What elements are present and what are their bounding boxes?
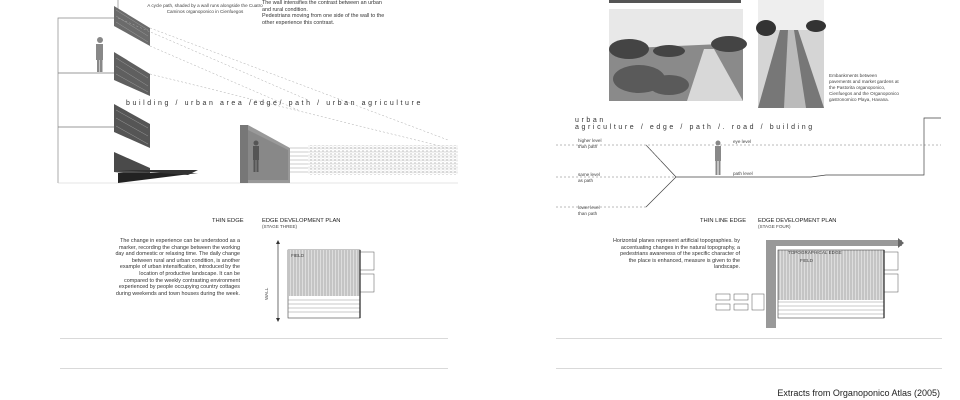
body-text-left: The change in experience can be understood as a marker, recording the change between the working day and domestic or relaxing time. The daily change between rural and urban condition, is another example of urban intensification, introduced by the location of productive landscape. It can be compared to the weekly contrasting environment experienced by people occupying country cottages during weekends and town houses during the week. xyxy=(115,238,240,297)
photo-embankment xyxy=(758,0,824,108)
photo-caption-embankments: Embankments between pavements and market gardens at the Pastorita organoponico, Cienfuegos and the Organoponico gastronomico Playa, Havana. xyxy=(829,73,899,102)
label-same-level: same level as path xyxy=(578,172,600,183)
body-text-right: Horizontal planes represent artificial topographies. by accentuating changes in the natural topography, a pedestrians awareness of the specific character of the place is enhanced, measure is given to the landscape. xyxy=(612,238,740,271)
section-drawing-wall xyxy=(58,0,478,190)
plan-label-field-right: FIELD xyxy=(800,258,814,263)
plan-stage-left: (STAGE THREE) xyxy=(262,224,298,229)
section-label-left: building / urban area /edge/ path / urban agriculture xyxy=(126,100,423,107)
label-eye-level: eye level xyxy=(733,139,752,144)
thin-edge-title: THIN EDGE xyxy=(212,218,244,224)
plan-stage-right: (STAGE FOUR) xyxy=(758,224,791,229)
section-label-right-2: agriculture / edge / path /. road / building xyxy=(575,124,815,131)
plan-title-left: EDGE DEVELOPMENT PLAN xyxy=(262,218,341,224)
label-higher-level: higher level than path xyxy=(578,138,602,149)
divider-right-1 xyxy=(556,338,942,339)
label-path-level: path level xyxy=(733,171,753,176)
caption-wall-contrast: The wall intensifies the contrast between an urban and rural condition. Pedestrians moving from one side of the wall to the other experience this contrast. xyxy=(262,0,385,26)
photo-pastorita-path xyxy=(609,9,743,101)
plan-title-right: EDGE DEVELOPMENT PLAN xyxy=(758,218,837,224)
plan-drawing-left xyxy=(258,238,388,338)
photo-caption-cycle-path: A cycle path, shaded by a wall runs alongside the Cuatro Caminos organoponico in Cienfuegos xyxy=(147,3,263,14)
plan-label-field-left: FIELD xyxy=(291,253,305,258)
section-drawing-topography xyxy=(556,115,956,215)
footer-credit: Extracts from Organoponico Atlas (2005) xyxy=(777,388,940,398)
divider-left-1 xyxy=(60,338,448,339)
label-lower-level: lower level than path xyxy=(578,205,600,216)
divider-right-2 xyxy=(556,368,942,369)
divider-left-2 xyxy=(60,368,448,369)
plan-label-wall: WALL xyxy=(264,287,269,300)
section-label-right-1: urban xyxy=(575,117,606,124)
photo-strip-top xyxy=(609,0,741,3)
plan-label-topographical-edge: TOPOGRAPHICAL EDGE xyxy=(788,250,842,255)
thin-line-edge-title: THIN LINE EDGE xyxy=(700,218,747,224)
